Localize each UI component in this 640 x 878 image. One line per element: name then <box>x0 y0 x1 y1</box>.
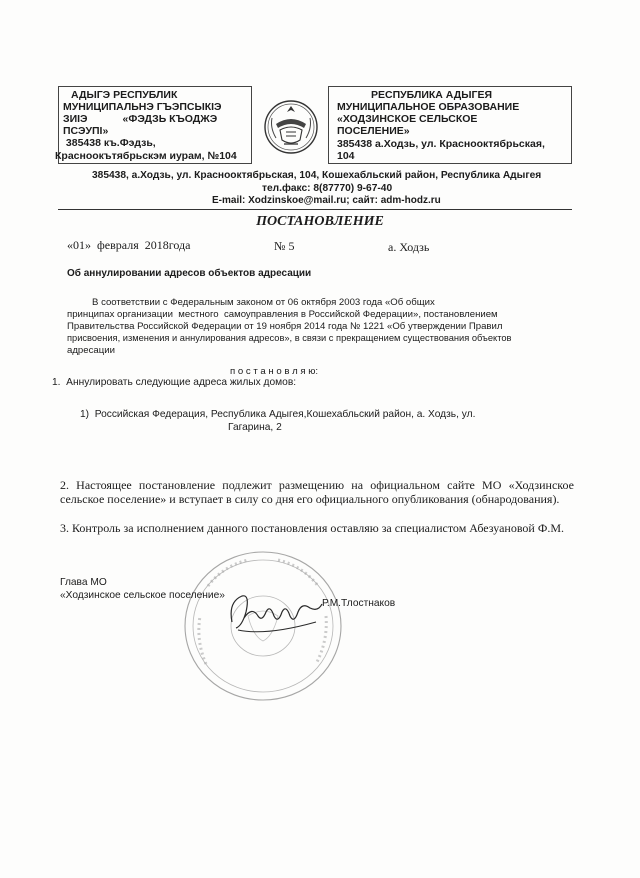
document-number: № 5 <box>274 239 295 253</box>
address-item-line-1: 1) Российская Федерация, Республика Адыгея,Кошехабльский район, а. Ходзь, ул. <box>80 409 476 420</box>
document-subject: Об аннулировании адресов объектов адресации <box>67 268 312 279</box>
document-date: «01» февраля 2018года <box>67 238 191 252</box>
preamble-line-5: адресации <box>67 345 115 356</box>
preamble-line-4: присвоения, изменения и аннулирования адресов», в связи с прекращением существования объектов <box>67 333 512 343</box>
document-title: ПОСТАНОВЛЕНИЕ <box>256 214 384 229</box>
header-left-line-5: 385438 къ.Фэдзь, <box>63 137 156 149</box>
signature-position-line-2: «Ходзинское сельское поселение» <box>60 590 225 601</box>
header-right-line-1: РЕСПУБЛИКА АДЫГЕЯ <box>371 89 493 101</box>
coat-of-arms-emblem <box>262 98 320 156</box>
header-right-line-6: 104 <box>337 150 355 162</box>
header-left-box <box>55 86 252 164</box>
header-left-line-6: Красноокътябрьскэм иурам, №104 <box>55 150 237 162</box>
header-phone-line: тел.факс: 8(87770) 9-67-40 <box>262 183 393 194</box>
header-left-line-1: АДЫГЭ РЕСПУБЛИК <box>71 89 178 101</box>
header-address-line: 385438, а.Ходзь, ул. Краснооктябрьская, 104, Кошехабльский район, Республика Адыгея <box>92 170 542 181</box>
document-place: а. Ходзь <box>388 240 430 254</box>
handwritten-signature <box>226 582 326 642</box>
header-divider <box>58 209 572 210</box>
item-3: 3. Контроль за исполнением данного постановления оставляю за специалистом Абезуановой Ф.М. <box>60 521 565 535</box>
item-2: 2. Настоящее постановление подлежит размещению на официальном сайте МО «Ходзинское сельское поселение» и вступает в силу со дня его официального опубликования (обнародования). <box>60 478 574 506</box>
signature-name: Р.М.Тлостнаков <box>322 598 396 609</box>
address-item-line-2: Гагарина, 2 <box>228 422 282 433</box>
header-right-line-2: МУНИЦИПАЛЬНОЕ ОБРАЗОВАНИЕ <box>337 101 520 113</box>
header-right-line-4: ПОСЕЛЕНИЕ» <box>337 125 410 137</box>
header-right-line-3: «ХОДЗИНСКОЕ СЕЛЬСКОЕ <box>337 113 478 125</box>
header-left-line-3: ЗИІЭ «ФЭДЗЬ КЪОДЖЭ <box>63 113 218 125</box>
item-1: 1. Аннулировать следующие адреса жилых домов: <box>52 377 297 388</box>
header-email-line: E-mail: Xodzinskoe@mail.ru; сайт: adm-hodz.ru <box>212 195 441 206</box>
preamble-line-1: В соответствии с Федеральным законом от 06 октября 2003 года «Об общих <box>92 297 435 308</box>
signature-position-line-1: Глава МО <box>60 577 107 588</box>
decree-word: п о с т а н о в л я ю: <box>230 366 319 377</box>
header-left-line-4: ПСЭУПІ» <box>63 125 109 137</box>
header-left-line-2: МУНИЦИПАЛЬНЭ ГЪЭПСЫКІЭ <box>63 101 222 113</box>
preamble-line-3: Правительства Российской Федерации от 19 ноября 2014 года № 1221 «Об утверждении Правил <box>67 321 503 332</box>
header-right-line-5: 385438 а.Ходзь, ул. Краснооктябрьская, <box>337 138 545 150</box>
preamble-line-2: принципах организации местного самоуправления в Российской Федерации», постановлением <box>67 309 498 320</box>
header-right-box <box>328 86 572 164</box>
